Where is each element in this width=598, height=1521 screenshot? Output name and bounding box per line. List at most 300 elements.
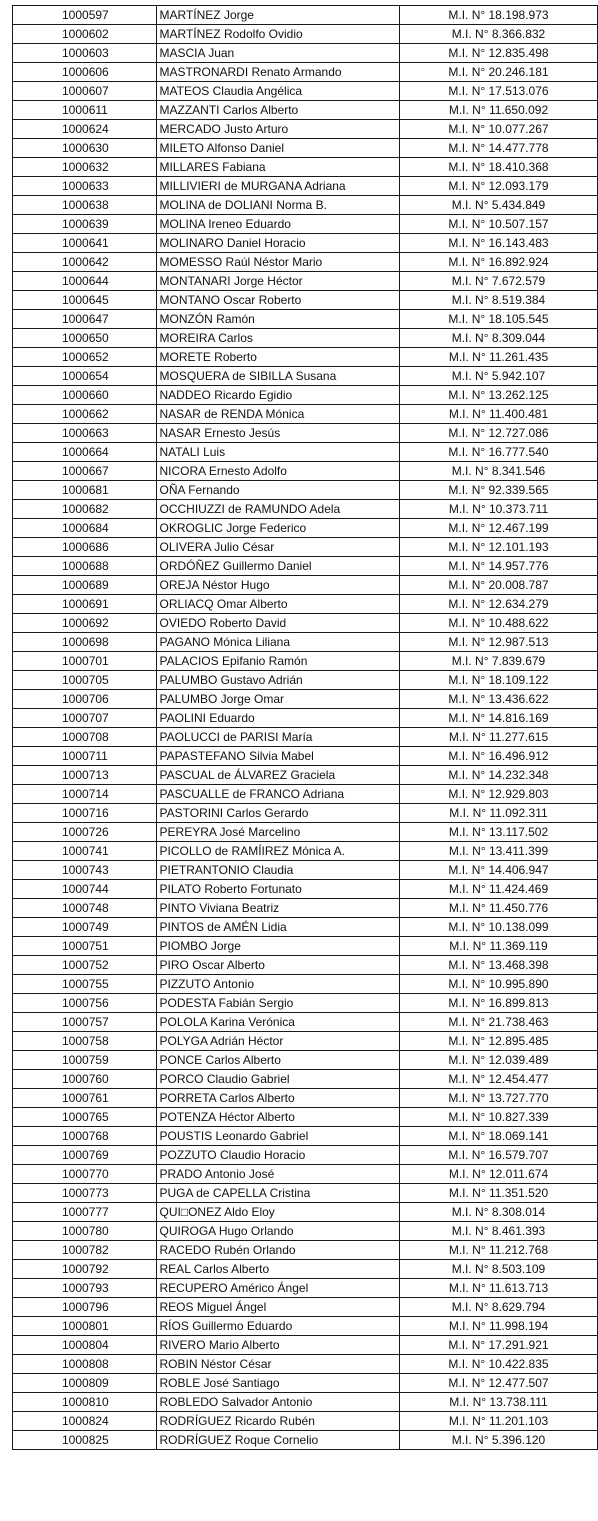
document-cell: M.I. N° 5.396.120 [399,1431,597,1450]
registry-table [12,5,598,1450]
table-row [13,443,598,462]
document-cell: M.I. N° 12.467.199 [399,519,597,538]
code-cell: 1000681 [13,481,157,500]
document-cell: M.I. N° 13.727.770 [399,1089,597,1108]
table-row [13,1336,598,1355]
document-cell: M.I. N° 16.496.912 [399,747,597,766]
table-row [13,861,598,880]
table-row [13,785,598,804]
table-row [13,1412,598,1431]
table-row [13,1260,598,1279]
name-cell: MILLIVIERI de MURGANA Adriana [156,177,399,196]
table-row [13,1241,598,1260]
code-cell: 1000662 [13,405,157,424]
table-row [13,918,598,937]
document-cell: M.I. N° 8.308.014 [399,1203,597,1222]
document-cell: M.I. N° 11.369.119 [399,937,597,956]
code-cell: 1000644 [13,272,157,291]
name-cell: MOMESSO Raúl Néstor Mario [156,253,399,272]
document-cell: M.I. N° 8.503.109 [399,1260,597,1279]
document-cell: M.I. N° 18.410.368 [399,158,597,177]
table-row [13,728,598,747]
code-cell: 1000804 [13,1336,157,1355]
name-cell: PORRETA Carlos Alberto [156,1089,399,1108]
document-cell: M.I. N° 16.143.483 [399,234,597,253]
table-row [13,1298,598,1317]
name-cell: MERCADO Justo Arturo [156,120,399,139]
name-cell: MILLARES Fabiana [156,158,399,177]
document-cell: M.I. N° 12.727.086 [399,424,597,443]
name-cell: POTENZA Héctor Alberto [156,1108,399,1127]
code-cell: 1000711 [13,747,157,766]
code-cell: 1000650 [13,329,157,348]
code-cell: 1000603 [13,44,157,63]
table-row [13,652,598,671]
code-cell: 1000773 [13,1184,157,1203]
name-cell: NASAR Ernesto Jesús [156,424,399,443]
name-cell: OCCHIUZZI de RAMUNDO Adela [156,500,399,519]
name-cell: OÑA Fernando [156,481,399,500]
code-cell: 1000645 [13,291,157,310]
table-row [13,291,598,310]
code-cell: 1000632 [13,158,157,177]
document-cell: M.I. N° 12.101.193 [399,538,597,557]
document-cell: M.I. N° 18.109.122 [399,671,597,690]
name-cell: REAL Carlos Alberto [156,1260,399,1279]
name-cell: PODESTA Fabián Sergio [156,994,399,1013]
code-cell: 1000809 [13,1374,157,1393]
document-cell: M.I. N° 10.488.622 [399,614,597,633]
table-row [13,1013,598,1032]
document-cell: M.I. N° 13.436.622 [399,690,597,709]
document-cell: M.I. N° 12.011.674 [399,1165,597,1184]
document-cell: M.I. N° 20.246.181 [399,63,597,82]
document-cell: M.I. N° 13.117.502 [399,823,597,842]
code-cell: 1000714 [13,785,157,804]
document-cell: M.I. N° 11.424.469 [399,880,597,899]
code-cell: 1000652 [13,348,157,367]
name-cell: ORDÓÑEZ Guillermo Daniel [156,557,399,576]
document-cell: M.I. N° 13.262.125 [399,386,597,405]
name-cell: OLIVERA Julio César [156,538,399,557]
document-cell: M.I. N° 10.995.890 [399,975,597,994]
code-cell: 1000607 [13,82,157,101]
code-cell: 1000743 [13,861,157,880]
name-cell: OVIEDO Roberto David [156,614,399,633]
table-row [13,424,598,443]
document-cell: M.I. N° 5.434.849 [399,196,597,215]
table-row [13,386,598,405]
table-row [13,1051,598,1070]
table-row [13,1127,598,1146]
table-row [13,158,598,177]
code-cell: 1000761 [13,1089,157,1108]
name-cell: PASCUALLE de FRANCO Adriana [156,785,399,804]
code-cell: 1000705 [13,671,157,690]
table-row [13,367,598,386]
code-cell: 1000689 [13,576,157,595]
table-row [13,1317,598,1336]
code-cell: 1000639 [13,215,157,234]
name-cell: PIOMBO Jorge [156,937,399,956]
registry-sheet [12,5,598,1450]
document-cell: M.I. N° 12.895.485 [399,1032,597,1051]
name-cell: OREJA Néstor Hugo [156,576,399,595]
code-cell: 1000760 [13,1070,157,1089]
document-cell: M.I. N° 12.093.179 [399,177,597,196]
name-cell: MONTANARI Jorge Héctor [156,272,399,291]
document-cell: M.I. N° 17.513.076 [399,82,597,101]
table-row [13,1355,598,1374]
code-cell: 1000801 [13,1317,157,1336]
document-cell: M.I. N° 12.929.803 [399,785,597,804]
table-row [13,538,598,557]
table-row [13,272,598,291]
document-cell: M.I. N° 7.672.579 [399,272,597,291]
table-row [13,63,598,82]
code-cell: 1000792 [13,1260,157,1279]
table-row [13,576,598,595]
name-cell: MOLINA de DOLIANI Norma B. [156,196,399,215]
name-cell: MOLINARO Daniel Horacio [156,234,399,253]
code-cell: 1000824 [13,1412,157,1431]
code-cell: 1000825 [13,1431,157,1450]
table-row [13,25,598,44]
code-cell: 1000770 [13,1165,157,1184]
document-cell: M.I. N° 7.839.679 [399,652,597,671]
table-row [13,842,598,861]
table-row [13,329,598,348]
table-row [13,557,598,576]
table-row [13,1146,598,1165]
table-row [13,1222,598,1241]
table-row [13,690,598,709]
name-cell: MOSQUERA de SIBILLA Susana [156,367,399,386]
name-cell: POZZUTO Claudio Horacio [156,1146,399,1165]
code-cell: 1000701 [13,652,157,671]
table-row [13,804,598,823]
name-cell: PUGA de CAPELLA Cristina [156,1184,399,1203]
name-cell: PALUMBO Jorge Omar [156,690,399,709]
table-row [13,310,598,329]
name-cell: PEREYRA José Marcelino [156,823,399,842]
table-row [13,880,598,899]
code-cell: 1000759 [13,1051,157,1070]
document-cell: M.I. N° 11.450.776 [399,899,597,918]
table-row [13,82,598,101]
table-row [13,481,598,500]
name-cell: NICORA Ernesto Adolfo [156,462,399,481]
table-row [13,215,598,234]
code-cell: 1000708 [13,728,157,747]
document-cell: M.I. N° 11.092.311 [399,804,597,823]
name-cell: PIETRANTONIO Claudia [156,861,399,880]
table-row [13,1393,598,1412]
document-cell: M.I. N° 14.816.169 [399,709,597,728]
table-row [13,177,598,196]
document-cell: M.I. N° 11.277.615 [399,728,597,747]
table-row [13,462,598,481]
document-cell: M.I. N° 11.400.481 [399,405,597,424]
name-cell: MORETE Roberto [156,348,399,367]
document-cell: M.I. N° 16.899.813 [399,994,597,1013]
table-row [13,766,598,785]
name-cell: NASAR de RENDA Mónica [156,405,399,424]
name-cell: ROBLEDO Salvador Antonio [156,1393,399,1412]
name-cell: PILATO Roberto Fortunato [156,880,399,899]
name-cell: PINTO Viviana Beatriz [156,899,399,918]
code-cell: 1000688 [13,557,157,576]
name-cell: RIVERO Mario Alberto [156,1336,399,1355]
table-row [13,6,598,25]
table-row [13,823,598,842]
document-cell: M.I. N° 12.454.477 [399,1070,597,1089]
document-cell: M.I. N° 10.373.711 [399,500,597,519]
document-cell: M.I. N° 12.835.498 [399,44,597,63]
code-cell: 1000758 [13,1032,157,1051]
name-cell: ROBLE José Santiago [156,1374,399,1393]
table-row [13,1431,598,1450]
code-cell: 1000692 [13,614,157,633]
table-row [13,1108,598,1127]
name-cell: PAOLINI Eduardo [156,709,399,728]
document-cell: M.I. N° 12.987.513 [399,633,597,652]
code-cell: 1000606 [13,63,157,82]
table-row [13,44,598,63]
table-row [13,633,598,652]
document-cell: M.I. N° 11.212.768 [399,1241,597,1260]
table-row [13,405,598,424]
name-cell: RODRÍGUEZ Roque Cornelio [156,1431,399,1450]
code-cell: 1000777 [13,1203,157,1222]
document-cell: M.I. N° 11.201.103 [399,1412,597,1431]
table-row [13,614,598,633]
document-cell: M.I. N° 18.198.973 [399,6,597,25]
document-cell: M.I. N° 8.629.794 [399,1298,597,1317]
document-cell: M.I. N° 11.261.435 [399,348,597,367]
table-row [13,747,598,766]
name-cell: PAPASTEFANO Silvia Mabel [156,747,399,766]
code-cell: 1000749 [13,918,157,937]
name-cell: PASTORINI Carlos Gerardo [156,804,399,823]
code-cell: 1000707 [13,709,157,728]
name-cell: MARTÍNEZ Rodolfo Ovidio [156,25,399,44]
code-cell: 1000684 [13,519,157,538]
code-cell: 1000780 [13,1222,157,1241]
name-cell: MOLINA Ireneo Eduardo [156,215,399,234]
table-row [13,899,598,918]
code-cell: 1000706 [13,690,157,709]
name-cell: PASCUAL de ÁLVAREZ Graciela [156,766,399,785]
code-cell: 1000691 [13,595,157,614]
table-row [13,1089,598,1108]
name-cell: NATALI Luis [156,443,399,462]
name-cell: QUI□ONEZ Aldo Eloy [156,1203,399,1222]
document-cell: M.I. N° 8.461.393 [399,1222,597,1241]
table-row [13,1070,598,1089]
code-cell: 1000751 [13,937,157,956]
code-cell: 1000667 [13,462,157,481]
table-row [13,937,598,956]
document-cell: M.I. N° 10.827.339 [399,1108,597,1127]
code-cell: 1000741 [13,842,157,861]
document-cell: M.I. N° 10.507.157 [399,215,597,234]
table-row [13,709,598,728]
name-cell: PIRO Oscar Alberto [156,956,399,975]
document-cell: M.I. N° 8.341.546 [399,462,597,481]
document-cell: M.I. N° 10.077.267 [399,120,597,139]
name-cell: NADDEO Ricardo Egidio [156,386,399,405]
code-cell: 1000698 [13,633,157,652]
name-cell: PALACIOS Epifanio Ramón [156,652,399,671]
document-cell: M.I. N° 8.309.044 [399,329,597,348]
table-row [13,101,598,120]
code-cell: 1000757 [13,1013,157,1032]
code-cell: 1000782 [13,1241,157,1260]
code-cell: 1000756 [13,994,157,1013]
document-cell: M.I. N° 12.477.507 [399,1374,597,1393]
code-cell: 1000810 [13,1393,157,1412]
code-cell: 1000755 [13,975,157,994]
table-row [13,196,598,215]
document-cell: M.I. N° 8.519.384 [399,291,597,310]
name-cell: ROBIN Néstor César [156,1355,399,1374]
name-cell: MONTANO Oscar Roberto [156,291,399,310]
name-cell: PAOLUCCI de PARISI María [156,728,399,747]
document-cell: M.I. N° 11.998.194 [399,1317,597,1336]
code-cell: 1000808 [13,1355,157,1374]
document-cell: M.I. N° 11.351.520 [399,1184,597,1203]
code-cell: 1000716 [13,804,157,823]
code-cell: 1000597 [13,6,157,25]
code-cell: 1000726 [13,823,157,842]
code-cell: 1000793 [13,1279,157,1298]
table-row [13,671,598,690]
name-cell: MOREIRA Carlos [156,329,399,348]
name-cell: POUSTIS Leonardo Gabriel [156,1127,399,1146]
table-row [13,1279,598,1298]
document-cell: M.I. N° 12.039.489 [399,1051,597,1070]
name-cell: REOS Miguel Ángel [156,1298,399,1317]
document-cell: M.I. N° 14.957.776 [399,557,597,576]
table-row [13,139,598,158]
document-cell: M.I. N° 16.892.924 [399,253,597,272]
table-row [13,1203,598,1222]
name-cell: RECUPERO Américo Ángel [156,1279,399,1298]
code-cell: 1000660 [13,386,157,405]
document-cell: M.I. N° 18.105.545 [399,310,597,329]
table-row [13,253,598,272]
name-cell: OKROGLIC Jorge Federico [156,519,399,538]
name-cell: RACEDO Rubén Orlando [156,1241,399,1260]
code-cell: 1000744 [13,880,157,899]
name-cell: POLOLA Karina Verónica [156,1013,399,1032]
document-cell: M.I. N° 92.339.565 [399,481,597,500]
code-cell: 1000638 [13,196,157,215]
code-cell: 1000647 [13,310,157,329]
table-row [13,519,598,538]
document-cell: M.I. N° 8.366.832 [399,25,597,44]
code-cell: 1000602 [13,25,157,44]
code-cell: 1000611 [13,101,157,120]
document-cell: M.I. N° 12.634.279 [399,595,597,614]
code-cell: 1000768 [13,1127,157,1146]
code-cell: 1000624 [13,120,157,139]
document-cell: M.I. N° 16.777.540 [399,443,597,462]
code-cell: 1000682 [13,500,157,519]
name-cell: MILETO Alfonso Daniel [156,139,399,158]
name-cell: MATEOS Claudia Angélica [156,82,399,101]
code-cell: 1000686 [13,538,157,557]
table-row [13,1165,598,1184]
table-row [13,348,598,367]
name-cell: PORCO Claudio Gabriel [156,1070,399,1089]
name-cell: PALUMBO Gustavo Adrián [156,671,399,690]
document-cell: M.I. N° 10.422.835 [399,1355,597,1374]
document-cell: M.I. N° 17.291.921 [399,1336,597,1355]
code-cell: 1000769 [13,1146,157,1165]
table-row [13,234,598,253]
name-cell: MONZÓN Ramón [156,310,399,329]
code-cell: 1000796 [13,1298,157,1317]
name-cell: MARTÍNEZ Jorge [156,6,399,25]
name-cell: ORLIACQ Omar Alberto [156,595,399,614]
name-cell: MASTRONARDI Renato Armando [156,63,399,82]
code-cell: 1000630 [13,139,157,158]
document-cell: M.I. N° 10.138.099 [399,918,597,937]
table-row [13,994,598,1013]
document-cell: M.I. N° 14.406.947 [399,861,597,880]
table-row [13,1374,598,1393]
document-cell: M.I. N° 13.738.111 [399,1393,597,1412]
name-cell: MAZZANTI Carlos Alberto [156,101,399,120]
table-row [13,956,598,975]
document-cell: M.I. N° 14.232.348 [399,766,597,785]
code-cell: 1000633 [13,177,157,196]
name-cell: PAGANO Mónica Liliana [156,633,399,652]
document-cell: M.I. N° 21.738.463 [399,1013,597,1032]
code-cell: 1000765 [13,1108,157,1127]
code-cell: 1000654 [13,367,157,386]
name-cell: QUIROGA Hugo Orlando [156,1222,399,1241]
name-cell: PRADO Antonio José [156,1165,399,1184]
document-cell: M.I. N° 18.069.141 [399,1127,597,1146]
name-cell: POLYGA Adrián Héctor [156,1032,399,1051]
document-cell: M.I. N° 5.942.107 [399,367,597,386]
name-cell: RÍOS Guillermo Eduardo [156,1317,399,1336]
name-cell: PICOLLO de RAMÍIREZ Mónica A. [156,842,399,861]
table-row [13,120,598,139]
code-cell: 1000752 [13,956,157,975]
code-cell: 1000748 [13,899,157,918]
document-cell: M.I. N° 14.477.778 [399,139,597,158]
name-cell: RODRÍGUEZ Ricardo Rubén [156,1412,399,1431]
document-cell: M.I. N° 11.650.092 [399,101,597,120]
code-cell: 1000642 [13,253,157,272]
registry-table-body [13,6,598,1450]
code-cell: 1000713 [13,766,157,785]
document-cell: M.I. N° 11.613.713 [399,1279,597,1298]
document-cell: M.I. N° 13.468.398 [399,956,597,975]
name-cell: PIZZUTO Antonio [156,975,399,994]
table-row [13,975,598,994]
table-row [13,1184,598,1203]
code-cell: 1000641 [13,234,157,253]
name-cell: PINTOS de AMÉN Lidia [156,918,399,937]
table-row [13,595,598,614]
name-cell: MASCIA Juan [156,44,399,63]
table-row [13,500,598,519]
